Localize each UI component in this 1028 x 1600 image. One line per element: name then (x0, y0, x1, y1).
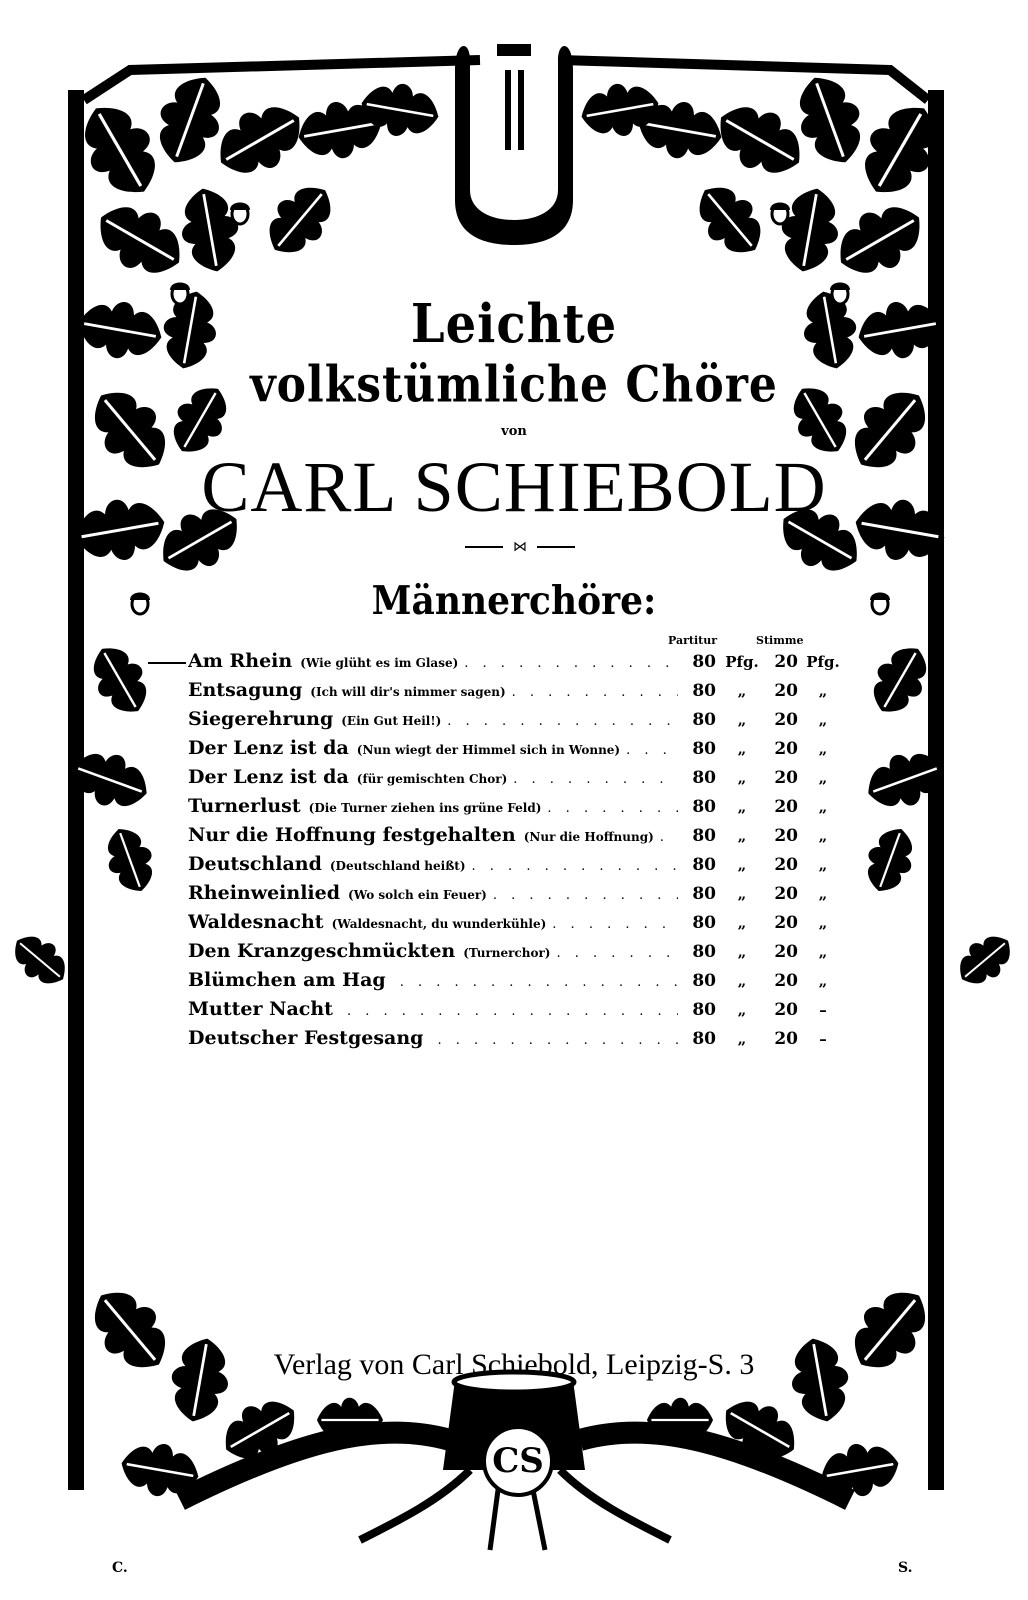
song-title: Der Lenz ist da (188, 737, 349, 759)
parts-unit: „ (818, 682, 828, 700)
song-title: Waldesnacht (188, 911, 324, 933)
leader-dots (626, 743, 678, 758)
score-price: 80 (692, 768, 716, 788)
song-subtitle: (für gemischten Chor) (356, 772, 508, 786)
parts-price: 20 (774, 826, 798, 846)
song-subtitle: (Ich will dir's nimmer sagen) (310, 685, 506, 699)
song-title: Am Rhein (188, 650, 293, 672)
parts-unit: „ (818, 769, 828, 787)
score-unit: „ (737, 798, 747, 816)
parts-price: 20 (774, 681, 798, 701)
parts-unit: „ (818, 914, 828, 932)
list-item (188, 824, 848, 853)
parts-unit: „ (818, 827, 828, 845)
score-price: 80 (692, 884, 716, 904)
song-subtitle: (Turnerchor) (463, 946, 551, 960)
leader-dots (493, 888, 678, 903)
score-price: 80 (692, 826, 716, 846)
list-item (188, 882, 848, 911)
list-item (188, 795, 848, 824)
parts-unit: – (819, 1001, 827, 1019)
composer-name: CARL SCHIEBOLD (201, 447, 827, 527)
leader-dots (347, 1004, 678, 1019)
list-item (188, 737, 848, 766)
song-subtitle: (Wie glüht es im Glase) (300, 656, 459, 670)
score-unit: „ (737, 885, 747, 903)
score-price: 80 (692, 855, 716, 875)
song-title: Blümchen am Hag (188, 969, 386, 991)
corner-initial-left: C. (112, 1560, 128, 1576)
parts-unit: Pfg. (806, 653, 840, 671)
song-title: Deutschland (188, 853, 322, 875)
lyre-crest (455, 44, 573, 245)
score-unit: „ (737, 827, 747, 845)
leader-dots (472, 859, 678, 874)
leader-dots (437, 1033, 678, 1048)
song-title: Der Lenz ist da (188, 766, 349, 788)
score-unit: „ (737, 856, 747, 874)
score-price: 80 (692, 971, 716, 991)
column-header-parts: Stimme (756, 634, 804, 647)
score-unit: „ (737, 972, 747, 990)
title-line-1: Leichte (410, 292, 618, 356)
song-title: Deutscher Festgesang (188, 1027, 424, 1049)
parts-unit: „ (818, 798, 828, 816)
parts-price: 20 (774, 652, 798, 672)
leader-dots (464, 656, 678, 671)
parts-price: 20 (774, 855, 798, 875)
score-unit: „ (737, 711, 747, 729)
leader-dots (512, 685, 678, 700)
song-subtitle: (Nun wiegt der Himmel sich in Wonne) (356, 743, 621, 757)
list-item (188, 969, 848, 998)
score-price: 80 (692, 710, 716, 730)
list-item (188, 1027, 848, 1056)
list-item (188, 853, 848, 882)
score-price: 80 (692, 913, 716, 933)
score-unit: „ (737, 740, 747, 758)
parts-price: 20 (774, 768, 798, 788)
parts-unit: „ (818, 943, 828, 961)
leader-dots (552, 917, 678, 932)
score-unit: Pfg. (725, 653, 759, 671)
list-item (188, 708, 848, 737)
parts-unit: „ (818, 740, 828, 758)
score-unit: „ (737, 1030, 747, 1048)
leader-dots (447, 714, 678, 729)
song-subtitle: (Wo solch ein Feuer) (348, 888, 487, 902)
score-price: 80 (692, 797, 716, 817)
leader-dots (660, 830, 678, 845)
list-item (188, 650, 848, 679)
score-unit: „ (737, 943, 747, 961)
song-subtitle: (Deutschland heißt) (329, 859, 466, 873)
parts-price: 20 (774, 971, 798, 991)
score-unit: „ (737, 1001, 747, 1019)
parts-price: 20 (774, 942, 798, 962)
score-price: 80 (692, 1000, 716, 1020)
list-item (188, 911, 848, 940)
section-title: Männerchöre: (371, 577, 657, 625)
parts-price: 20 (774, 797, 798, 817)
score-price: 80 (692, 739, 716, 759)
song-title: Rheinweinlied (188, 882, 341, 904)
list-item (188, 679, 848, 708)
list-item (188, 766, 848, 795)
song-subtitle: (Waldesnacht, du wunderkühle) (331, 917, 547, 931)
song-subtitle: (Nur die Hoffnung) (523, 830, 654, 844)
title-line-2: volkstümliche Chöre (250, 356, 778, 415)
score-price: 80 (692, 1029, 716, 1049)
parts-price: 20 (774, 913, 798, 933)
by-label: von (501, 424, 527, 439)
list-item (188, 998, 848, 1027)
divider-ornament-icon: ⋈ (503, 537, 537, 557)
parts-price: 20 (774, 739, 798, 759)
parts-unit: – (819, 1030, 827, 1048)
song-list (188, 650, 848, 1056)
parts-unit: „ (818, 972, 828, 990)
parts-unit: „ (818, 885, 828, 903)
monogram-seal: CS (482, 1425, 554, 1497)
song-title: Entsagung (188, 679, 303, 701)
leader-dots (547, 801, 678, 816)
song-title: Nur die Hoffnung festgehalten (188, 824, 516, 846)
score-unit: „ (737, 682, 747, 700)
parts-price: 20 (774, 1029, 798, 1049)
pointer-line (148, 662, 186, 664)
corner-initial-right: S. (898, 1560, 913, 1576)
score-unit: „ (737, 914, 747, 932)
parts-price: 20 (774, 1000, 798, 1020)
score-price: 80 (692, 681, 716, 701)
leader-dots (513, 772, 678, 787)
song-subtitle: (Ein Gut Heil!) (341, 714, 442, 728)
list-item (188, 940, 848, 969)
parts-unit: „ (818, 856, 828, 874)
score-unit: „ (737, 769, 747, 787)
song-subtitle: (Die Turner ziehen ins grüne Feld) (308, 801, 542, 815)
song-title: Siegerehrung (188, 708, 334, 730)
leader-dots (557, 946, 679, 961)
score-price: 80 (692, 652, 716, 672)
leader-dots (400, 975, 678, 990)
song-title: Turnerlust (188, 795, 301, 817)
parts-unit: „ (818, 711, 828, 729)
publisher-imprint: Verlag von Carl Schiebold, Leipzig-S. 3 (273, 1348, 755, 1381)
song-title: Den Kranzgeschmückten (188, 940, 456, 962)
parts-price: 20 (774, 710, 798, 730)
parts-price: 20 (774, 884, 798, 904)
column-header-score: Partitur (668, 634, 718, 647)
song-title: Mutter Nacht (188, 998, 333, 1020)
score-price: 80 (692, 942, 716, 962)
